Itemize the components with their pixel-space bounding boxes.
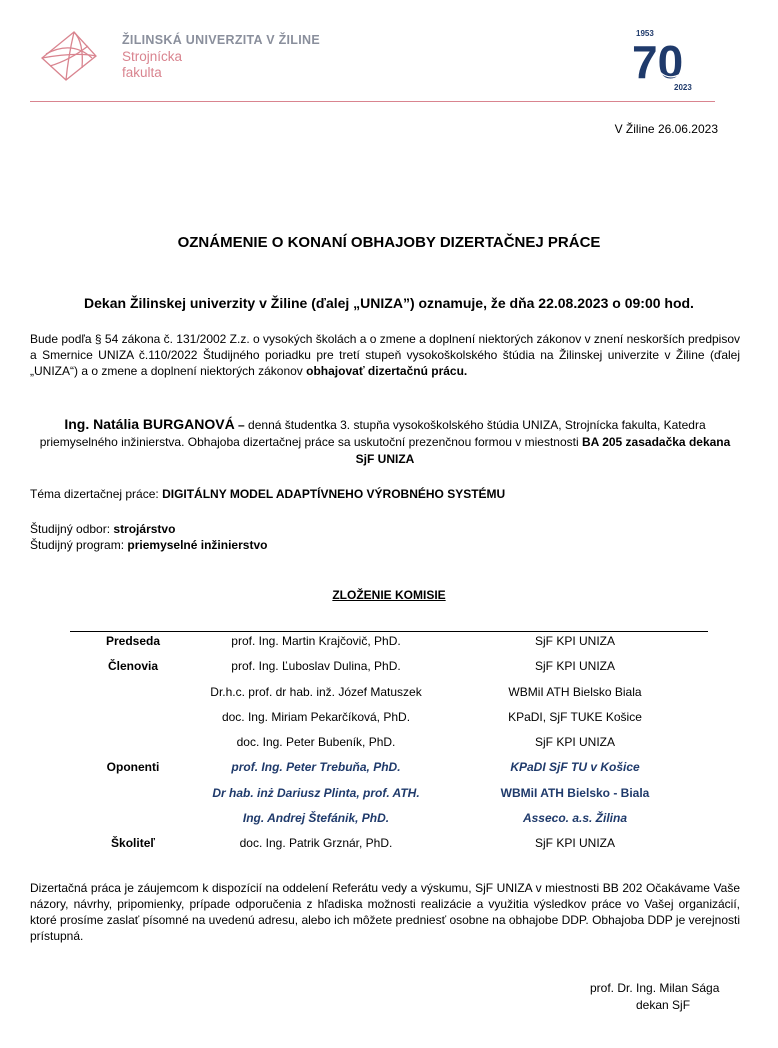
committee-row: Oponenti prof. Ing. Peter Trebuňa, PhD. KPaDI SjF TU v Košice [106, 760, 640, 774]
badge-year-to: 2023 [674, 83, 692, 92]
signature-block [590, 980, 719, 1014]
thesis-topic: Téma dizertačnej práce: DIGITÁLNY MODEL ADAPTÍVNEHO VÝROBNÉHO SYSTÉMU [30, 487, 506, 501]
committee-row: Ing. Andrej Štefánik, PhD. Asseco. a.s. Žilina [242, 811, 628, 825]
committee-divider [70, 631, 708, 632]
document-title: OZNÁMENIE O KONANÍ OBHAJOBY DIZERTAČNEJ PRÁCE [177, 234, 601, 251]
faculty-name: Strojnícka fakulta [122, 49, 183, 80]
study-field: Študijný odbor: strojárstvo [30, 522, 176, 536]
committee-row: doc. Ing. Peter Bubeník, PhD. SjF KPI UNIZA [236, 735, 615, 749]
committee-row: Dr hab. inż Dariusz Plinta, prof. ATH. WBMiI ATH Bielsko - Biala [212, 786, 650, 800]
university-name: ŽILINSKÁ UNIVERZITA V ŽILINE [122, 33, 320, 47]
header-divider [30, 101, 715, 102]
badge-year-from: 1953 [636, 29, 654, 38]
legal-basis-paragraph: Bude podľa § 54 zákona č. 131/2002 Z.z. o vysokých školách a o zmene a doplnení niektorých zákonov v znení neskorších predpisov a Smernice UNIZA č.110/2022 Študijného poriadku pre tretí stupeň vysokoškolského štúdia na Žilinskej univerzite v Žiline (ďalej „UNIZA“) a o zmene a doplnení niektorých zákonov obhajovať dizertačnú prácu. [30, 332, 740, 378]
committee-row: Predseda prof. Ing. Martin Krajčovič, PhD. SjF KPI UNIZA [105, 634, 615, 648]
letterhead [0, 0, 778, 104]
date-line: V Žiline 26.06.2023 [614, 122, 718, 136]
anniversary-badge [630, 26, 702, 96]
signatory-name: prof. Dr. Ing. Milan Sága [590, 981, 720, 995]
candidate-name: Ing. Natália BURGANOVÁ [64, 416, 235, 432]
committee-heading: ZLOŽENIE KOMISIE [332, 588, 446, 602]
candidate-paragraph: Ing. Natália BURGANOVÁ – denná študentka 3. stupňa vysokoškolského štúdia UNIZA, Strojnícka fakulta, Katedra priemyselného inžinierstva. Obhajoba dizertačnej práce sa uskutoční prezenčnou formou v miestnosti BA 205 zasadačka dekana SjF UNIZA [39, 416, 731, 466]
badge-number: 70 [632, 36, 684, 88]
study-info [30, 521, 740, 553]
study-program: Študijný program: priemyselné inžinierstvo [30, 538, 268, 552]
university-logo-icon [36, 28, 116, 84]
committee-row: Členovia prof. Ing. Ľuboslav Dulina, PhD. SjF KPI UNIZA [107, 659, 615, 673]
committee-row: Školiteľ doc. Ing. Patrik Grznár, PhD. SjF KPI UNIZA [111, 836, 615, 850]
closing-paragraph: Dizertačná práca je záujemcom k dispozícií na oddelení Referátu vedy a výskumu, SjF UNIZA v miestnosti BB 202 Očakávame Vaše názory, návrhy, pripomienky, prípade odporučenia z hľadiska možnosti realizácie a využitia výsledkov práce vo Vašej organizácií, ktoré prosíme zaslať písomné na uvedenú adresu, alebo ich môžete predniesť osobne na obhajobe DDP. Obhajoba DDP je verejnosti prístupná. [30, 881, 740, 943]
defense-room: BA 205 zasadačka dekana SjF UNIZA [355, 435, 731, 466]
signatory-title: dekan SjF [636, 998, 691, 1012]
announcement: Dekan Žilinskej univerzity v Žiline (ďalej „UNIZA”) oznamuje, že dňa 22.08.2023 o 09:00 hod. [84, 295, 694, 311]
committee-row: doc. Ing. Miriam Pekarčíková, PhD. KPaDI, SjF TUKE Košice [221, 710, 642, 724]
anniversary-70-icon [630, 26, 702, 96]
committee-row: Dr.h.c. prof. dr hab. inž. Józef Matuszek WBMiI ATH Bielsko Biala [210, 685, 642, 699]
